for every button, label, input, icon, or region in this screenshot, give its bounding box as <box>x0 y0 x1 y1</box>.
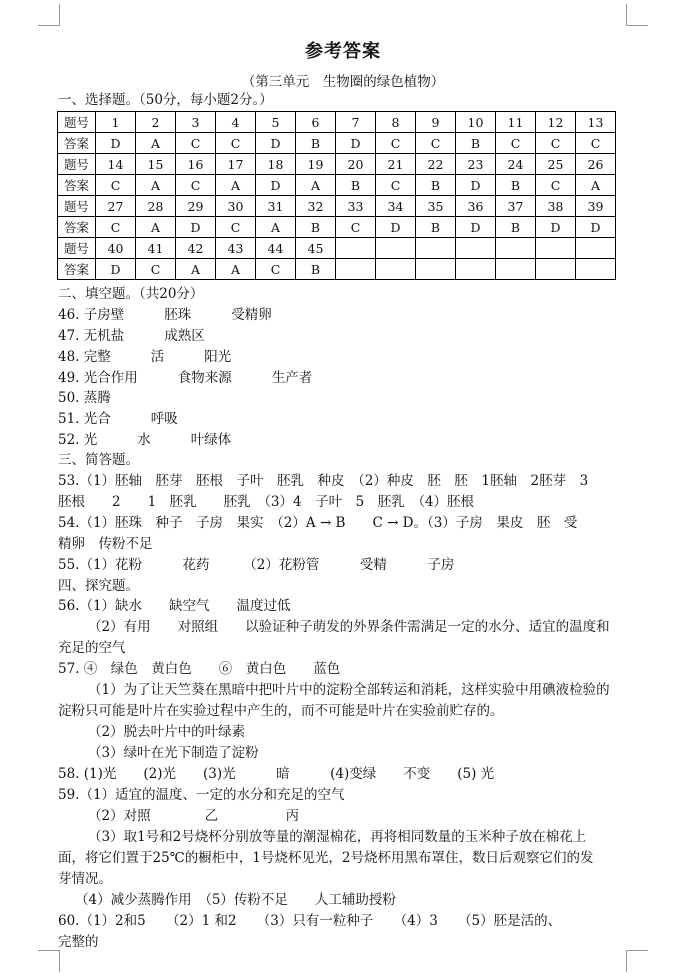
question-number-cell: 16 <box>176 154 216 175</box>
question-number-cell: 3 <box>176 112 216 133</box>
question-number-cell: 20 <box>336 154 376 175</box>
q59-line4: 面，将它们置于25℃的橱柜中，1号烧杯见光，2号烧杯用黑布罩住，数日后观察它们的发 <box>58 850 594 866</box>
question-number-cell: 2 <box>136 112 176 133</box>
question-number-cell: 29 <box>176 196 216 217</box>
question-number-cell: 28 <box>136 196 176 217</box>
question-number-cell: 40 <box>96 238 136 259</box>
answer-cell: D <box>96 259 136 280</box>
answer-cell: D <box>256 133 296 154</box>
question-number-cell: 42 <box>176 238 216 259</box>
answer-cell: C <box>96 175 136 196</box>
answer-table <box>57 111 616 280</box>
question-number-cell: 19 <box>296 154 336 175</box>
answer-cell: C <box>376 175 416 196</box>
q57-line4: （2）脱去叶片中的叶绿素 <box>88 724 246 740</box>
answer-cell <box>576 259 616 280</box>
answer-cell: B <box>336 175 376 196</box>
answer-cell: A <box>136 133 176 154</box>
question-number-cell: 8 <box>376 112 416 133</box>
section-fill-heading: 二、填空题。（共20分） <box>58 286 204 302</box>
answer-cell: C <box>536 175 576 196</box>
fill-answer-line <box>58 326 618 346</box>
answer-cell <box>336 259 376 280</box>
answer-cell: A <box>296 175 336 196</box>
question-number-cell: 6 <box>296 112 336 133</box>
table-row-question-numbers <box>58 196 616 217</box>
question-number-cell: 18 <box>256 154 296 175</box>
header-cell-answer: 答案 <box>58 217 96 238</box>
answer-cell: D <box>576 217 616 238</box>
answer-cell <box>456 259 496 280</box>
fill-answer-item: 成熟区 <box>164 328 205 344</box>
question-number-cell: 21 <box>376 154 416 175</box>
question-number-cell: 37 <box>496 196 536 217</box>
question-number-cell: 5 <box>256 112 296 133</box>
answer-cell: D <box>456 175 496 196</box>
answer-cell: C <box>376 133 416 154</box>
fill-answer-item: 50. 蒸腾 <box>58 390 111 406</box>
fill-answer-item: 叶绿体 <box>190 432 232 448</box>
question-number-cell: 15 <box>136 154 176 175</box>
question-number-cell <box>496 238 536 259</box>
answer-cell: D <box>376 217 416 238</box>
question-number-cell: 31 <box>256 196 296 217</box>
question-number-cell <box>416 238 456 259</box>
question-number-cell: 24 <box>496 154 536 175</box>
question-number-cell: 14 <box>96 154 136 175</box>
question-number-cell: 27 <box>96 196 136 217</box>
table-row-answers <box>58 175 616 196</box>
question-number-cell: 9 <box>416 112 456 133</box>
fill-answer-line <box>58 368 618 388</box>
fill-answer-item: 52. 光 <box>58 432 98 448</box>
answer-cell: C <box>216 133 256 154</box>
answer-cell: A <box>136 217 176 238</box>
question-number-cell: 45 <box>296 238 336 259</box>
question-number-cell: 1 <box>96 112 136 133</box>
header-cell-answer: 答案 <box>58 133 96 154</box>
question-number-cell <box>336 238 376 259</box>
question-number-cell <box>576 238 616 259</box>
question-number-cell: 39 <box>576 196 616 217</box>
answer-cell: B <box>496 175 536 196</box>
q59-line6: （4）减少蒸腾作用 （5）传粉不足 人工辅助授粉 <box>75 892 396 908</box>
q57-line1: 57. ④ 绿色 黄白色 ⑥ 黄白色 蓝色 <box>58 661 341 677</box>
question-number-cell: 38 <box>536 196 576 217</box>
answer-cell: D <box>176 217 216 238</box>
question-number-cell <box>456 238 496 259</box>
question-number-cell: 25 <box>536 154 576 175</box>
fill-answer-item: 阳光 <box>204 349 232 365</box>
fill-answer-item: 食物来源 <box>177 370 232 386</box>
answer-cell: D <box>256 175 296 196</box>
question-number-cell: 32 <box>296 196 336 217</box>
fill-answer-item: 48. 完整 <box>58 349 111 365</box>
answer-cell: C <box>176 133 216 154</box>
answer-cell: A <box>256 217 296 238</box>
q57-line2: （1）为了让天竺葵在黑暗中把叶片中的淀粉全部转运和消耗，这样实验中用碘液检验的 <box>88 682 610 698</box>
q56-line1: 56.（1）缺水 缺空气 温度过低 <box>58 598 291 614</box>
question-number-cell: 7 <box>336 112 376 133</box>
header-cell-question: 题号 <box>58 238 96 259</box>
fill-answer-item: 胚珠 <box>164 307 192 323</box>
header-cell-answer: 答案 <box>58 175 96 196</box>
fill-answer-line <box>58 409 618 429</box>
q54-line1: 54.（1）胚珠 种子 子房 果实 （2）A → B C → D。（3）子房 果皮 胚 受 <box>58 515 578 531</box>
answer-cell: B <box>296 133 336 154</box>
q54-line2: 精卵 传粉不足 <box>58 536 153 552</box>
table-row-answers <box>58 133 616 154</box>
q59-line2: （2）对照 乙 丙 <box>88 808 300 824</box>
question-number-cell: 13 <box>576 112 616 133</box>
table-row-answers <box>58 217 616 238</box>
question-number-cell: 44 <box>256 238 296 259</box>
q53-line1: 53.（1）胚轴 胚芽 胚根 子叶 胚乳 种皮 （2）种皮 胚 胚 1胚轴 2胚芽 3 <box>58 473 589 489</box>
q55: 55.（1）花粉 花药 （2）花粉管 受精 子房 <box>58 557 455 573</box>
question-number-cell <box>376 238 416 259</box>
answer-cell: D <box>456 217 496 238</box>
page-subtitle: （第三单元 生物圈的绿色植物） <box>241 74 445 90</box>
answer-cell: B <box>496 217 536 238</box>
q57-line3: 淀粉只可能是叶片在实验过程中产生的，而不可能是叶片在实验前贮存的。 <box>58 703 504 719</box>
fill-answer-item: 47. 无机盐 <box>58 328 125 344</box>
answer-cell: B <box>296 217 336 238</box>
question-number-cell: 22 <box>416 154 456 175</box>
table-row-question-numbers <box>58 112 616 133</box>
answer-cell: B <box>456 133 496 154</box>
answer-cell: C <box>536 133 576 154</box>
answer-cell: B <box>416 175 456 196</box>
fill-answer-line <box>58 347 618 367</box>
answer-cell: B <box>416 217 456 238</box>
answer-cell: A <box>136 175 176 196</box>
question-number-cell: 35 <box>416 196 456 217</box>
question-number-cell: 4 <box>216 112 256 133</box>
table-row-question-numbers <box>58 154 616 175</box>
header-cell-answer: 答案 <box>58 259 96 280</box>
answer-cell <box>376 259 416 280</box>
header-cell-question: 题号 <box>58 112 96 133</box>
q58: 58. (1)光 (2)光 (3)光 暗 (4)变绿 不变 (5) 光 <box>58 766 495 782</box>
question-number-cell: 43 <box>216 238 256 259</box>
question-number-cell: 41 <box>136 238 176 259</box>
question-number-cell: 10 <box>456 112 496 133</box>
answer-cell: C <box>576 133 616 154</box>
fill-answer-item: 生产者 <box>271 370 313 386</box>
page-title: 参考答案 <box>305 41 381 62</box>
answer-cell: C <box>256 259 296 280</box>
fill-answer-item: 51. 光合 <box>58 411 111 427</box>
answer-cell: D <box>96 133 136 154</box>
answer-cell: D <box>536 217 576 238</box>
question-number-cell: 34 <box>376 196 416 217</box>
table-row-answers <box>58 259 616 280</box>
question-number-cell: 26 <box>576 154 616 175</box>
answer-cell <box>496 259 536 280</box>
question-number-cell: 23 <box>456 154 496 175</box>
answer-cell: C <box>216 217 256 238</box>
q53-line2: 胚根 2 1 胚乳 胚乳 （3）4 子叶 5 胚乳 （4）胚根 <box>58 494 475 510</box>
question-number-cell: 17 <box>216 154 256 175</box>
section-inquiry-heading: 四、探究题。 <box>58 578 139 594</box>
fill-answer-line <box>58 430 618 450</box>
section-short-heading: 三、简答题。 <box>58 452 139 468</box>
q60-line2: 完整的 <box>58 934 99 950</box>
q57-line5: （3）绿叶在光下制造了淀粉 <box>88 745 259 761</box>
answer-cell: C <box>96 217 136 238</box>
q59-line5: 芽情况。 <box>58 871 112 887</box>
answer-cell: C <box>416 133 456 154</box>
fill-answer-item: 受精卵 <box>231 307 272 323</box>
fill-answer-line <box>58 388 618 408</box>
fill-answer-item: 49. 光合作用 <box>58 370 138 386</box>
q60-line1: 60.（1）2和5 （2）1 和2 （3）只有一粒种子 （4）3 （5）胚是活的、 <box>58 913 562 929</box>
answer-cell: C <box>176 175 216 196</box>
question-number-cell: 11 <box>496 112 536 133</box>
answer-cell: D <box>336 133 376 154</box>
q59-line3: （3）取1号和2号烧杯分别放等量的潮湿棉花，再将相同数量的玉米种子放在棉花上 <box>88 829 587 845</box>
fill-answer-line <box>58 305 618 325</box>
q56-line3: 充足的空气 <box>58 640 126 656</box>
section-choice-heading: 一、选择题。（50分，每小题2分。） <box>58 92 273 108</box>
answer-cell <box>536 259 576 280</box>
question-number-cell: 36 <box>456 196 496 217</box>
table-row-question-numbers <box>58 238 616 259</box>
answer-cell: A <box>176 259 216 280</box>
answer-cell: A <box>576 175 616 196</box>
header-cell-question: 题号 <box>58 154 96 175</box>
fill-answer-item: 46. 子房壁 <box>58 307 125 323</box>
q56-line2: （2）有用 对照组 以验证种子萌发的外界条件需满足一定的水分、适宜的温度和 <box>88 619 610 635</box>
answer-cell: C <box>496 133 536 154</box>
fill-answer-item: 呼吸 <box>150 411 178 427</box>
question-number-cell: 12 <box>536 112 576 133</box>
q59-line1: 59.（1）适宜的温度、一定的水分和充足的空气 <box>58 787 345 803</box>
answer-cell: C <box>136 259 176 280</box>
answer-cell: A <box>216 259 256 280</box>
answer-cell <box>416 259 456 280</box>
fill-answer-item: 活 <box>150 349 165 365</box>
fill-answer-item: 水 <box>137 432 151 448</box>
header-cell-question: 题号 <box>58 196 96 217</box>
question-number-cell: 30 <box>216 196 256 217</box>
question-number-cell <box>536 238 576 259</box>
answer-cell: A <box>216 175 256 196</box>
question-number-cell: 33 <box>336 196 376 217</box>
answer-cell: C <box>336 217 376 238</box>
answer-cell: B <box>296 259 336 280</box>
